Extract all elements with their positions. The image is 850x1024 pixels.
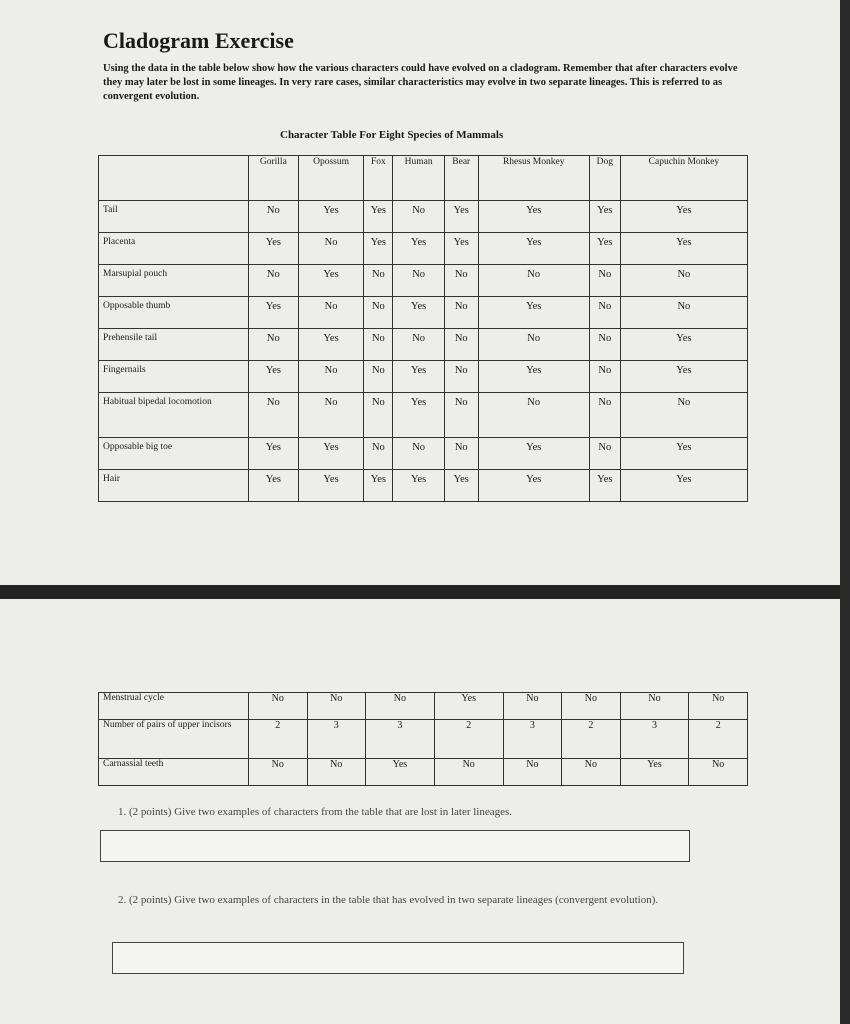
table-cell: Yes xyxy=(393,297,445,329)
table-cell: No xyxy=(249,693,308,720)
table-cell: No xyxy=(249,201,299,233)
table-cell: Yes xyxy=(478,361,589,393)
table-cell: No xyxy=(249,393,299,438)
table-cell: No xyxy=(620,265,747,297)
table-cell: Yes xyxy=(298,438,364,470)
table-row xyxy=(99,720,748,759)
table-caption: Character Table For Eight Species of Mammals xyxy=(280,129,504,141)
table-cell: No xyxy=(444,297,478,329)
table-cell: Yes xyxy=(444,233,478,265)
row-label: Opposable big toe xyxy=(99,438,249,470)
question-1: 1. (2 points) Give two examples of characters from the table that are lost in later lineages. xyxy=(118,806,513,818)
table-cell: No xyxy=(589,329,620,361)
table-cell: Yes xyxy=(364,470,393,502)
table-cell: Yes xyxy=(620,233,747,265)
table-cell: No xyxy=(393,201,445,233)
table-row xyxy=(99,265,748,297)
row-label: Tail xyxy=(99,201,249,233)
table-cell: No xyxy=(589,393,620,438)
table-cell: Yes xyxy=(249,297,299,329)
table-cell: Yes xyxy=(620,470,747,502)
page-divider xyxy=(0,585,850,599)
table-cell: Yes xyxy=(298,470,364,502)
table-cell: No xyxy=(366,693,435,720)
row-label: Fingernails xyxy=(99,361,249,393)
table-row xyxy=(99,201,748,233)
table-cell: Yes xyxy=(444,201,478,233)
species-header: Opossum xyxy=(298,156,364,201)
table-cell: No xyxy=(478,329,589,361)
table-cell: Yes xyxy=(393,393,445,438)
table-row xyxy=(99,233,748,265)
table-cell: 2 xyxy=(434,720,503,759)
table-cell: Yes xyxy=(298,265,364,297)
table-cell: No xyxy=(478,393,589,438)
table-row xyxy=(99,693,748,720)
table-cell: No xyxy=(478,265,589,297)
table-cell: No xyxy=(620,693,689,720)
table-cell: No xyxy=(444,361,478,393)
species-header: Capuchin Monkey xyxy=(620,156,747,201)
screen-edge xyxy=(840,0,850,1024)
table-cell: Yes xyxy=(298,201,364,233)
table-cell: No xyxy=(444,329,478,361)
table-cell: Yes xyxy=(620,361,747,393)
table-cell: 3 xyxy=(503,720,562,759)
table-cell: No xyxy=(589,265,620,297)
table-cell: No xyxy=(393,329,445,361)
character-table-continued xyxy=(98,692,748,786)
species-header: Bear xyxy=(444,156,478,201)
table-cell: No xyxy=(298,393,364,438)
table-cell: No xyxy=(393,438,445,470)
table-cell: Yes xyxy=(589,233,620,265)
table-cell: No xyxy=(364,297,393,329)
page-title: Cladogram Exercise xyxy=(103,28,294,53)
table-cell: 3 xyxy=(620,720,689,759)
table-cell: 3 xyxy=(366,720,435,759)
row-label: Carnassial teeth xyxy=(99,759,249,786)
table-row xyxy=(99,470,748,502)
table-cell: No xyxy=(503,759,562,786)
answer-box-1[interactable] xyxy=(100,830,690,862)
table-cell: No xyxy=(364,361,393,393)
table-cell: Yes xyxy=(478,438,589,470)
row-label: Number of pairs of upper incisors xyxy=(99,720,249,759)
table-cell: Yes xyxy=(249,438,299,470)
species-header: Rhesus Monkey xyxy=(478,156,589,201)
table-cell: Yes xyxy=(249,361,299,393)
question-2: 2. (2 points) Give two examples of characters in the table that has evolved in two separate lineages (convergent evolution). xyxy=(118,894,659,906)
table-cell: No xyxy=(562,759,621,786)
table-cell: No xyxy=(364,438,393,470)
table-cell: No xyxy=(562,693,621,720)
table-cell: Yes xyxy=(620,201,747,233)
table-row xyxy=(99,329,748,361)
table-cell: No xyxy=(249,329,299,361)
table-cell: No xyxy=(364,393,393,438)
species-header: Dog xyxy=(589,156,620,201)
table-cell: 2 xyxy=(249,720,308,759)
table-cell: No xyxy=(298,233,364,265)
species-header: Gorilla xyxy=(249,156,299,201)
table-cell: No xyxy=(307,759,366,786)
table-cell: No xyxy=(444,265,478,297)
table-cell: No xyxy=(589,438,620,470)
table-cell: Yes xyxy=(478,201,589,233)
table-cell: 2 xyxy=(562,720,621,759)
intro-paragraph: Using the data in the table below show how the various characters could have evolved on a cladogram. Remember that after characters evolve they may later be lost in some lineages. In very rare cases, similar characteristics may evolve in two separate lineages. This is referred to as convergent evolution. xyxy=(103,63,738,102)
table-cell: 2 xyxy=(689,720,748,759)
table-cell: Yes xyxy=(620,759,689,786)
row-label: Hair xyxy=(99,470,249,502)
table-cell: No xyxy=(689,693,748,720)
character-table xyxy=(98,155,748,502)
table-cell: No xyxy=(393,265,445,297)
row-label: Prehensile tail xyxy=(99,329,249,361)
table-cell: No xyxy=(503,693,562,720)
table-cell: Yes xyxy=(444,470,478,502)
row-label: Placenta xyxy=(99,233,249,265)
table-cell: No xyxy=(444,393,478,438)
table-cell: Yes xyxy=(249,233,299,265)
table-cell: Yes xyxy=(478,470,589,502)
row-label: Habitual bipedal locomotion xyxy=(99,393,249,438)
table-cell: No xyxy=(249,265,299,297)
species-header: Human xyxy=(393,156,445,201)
table-cell: Yes xyxy=(393,470,445,502)
table-cell: No xyxy=(364,265,393,297)
table-cell: Yes xyxy=(249,470,299,502)
table-row xyxy=(99,393,748,438)
table-cell: No xyxy=(589,361,620,393)
table-cell: No xyxy=(298,361,364,393)
table-cell: Yes xyxy=(366,759,435,786)
species-header: Fox xyxy=(364,156,393,201)
table-cell: No xyxy=(589,297,620,329)
table-cell: Yes xyxy=(364,201,393,233)
row-label: Menstrual cycle xyxy=(99,693,249,720)
table-cell: Yes xyxy=(589,201,620,233)
table-cell: No xyxy=(620,297,747,329)
row-label: Opposable thumb xyxy=(99,297,249,329)
table-cell: No xyxy=(307,693,366,720)
table-cell: Yes xyxy=(434,693,503,720)
table-row xyxy=(99,759,748,786)
table-cell: Yes xyxy=(478,233,589,265)
answer-box-2[interactable] xyxy=(112,942,684,974)
table-cell: Yes xyxy=(393,233,445,265)
table-cell: Yes xyxy=(589,470,620,502)
table-cell: No xyxy=(620,393,747,438)
corner-cell xyxy=(99,156,249,201)
table-row xyxy=(99,361,748,393)
table-cell: No xyxy=(298,297,364,329)
table-cell: Yes xyxy=(298,329,364,361)
table-cell: No xyxy=(249,759,308,786)
table-row xyxy=(99,438,748,470)
table-cell: Yes xyxy=(393,361,445,393)
table-cell: No xyxy=(364,329,393,361)
table-cell: Yes xyxy=(364,233,393,265)
table-cell: No xyxy=(689,759,748,786)
table-row xyxy=(99,297,748,329)
table-cell: No xyxy=(444,438,478,470)
table-cell: 3 xyxy=(307,720,366,759)
table-cell: Yes xyxy=(620,438,747,470)
table-cell: Yes xyxy=(620,329,747,361)
table-cell: Yes xyxy=(478,297,589,329)
row-label: Marsupial pouch xyxy=(99,265,249,297)
table-cell: No xyxy=(434,759,503,786)
